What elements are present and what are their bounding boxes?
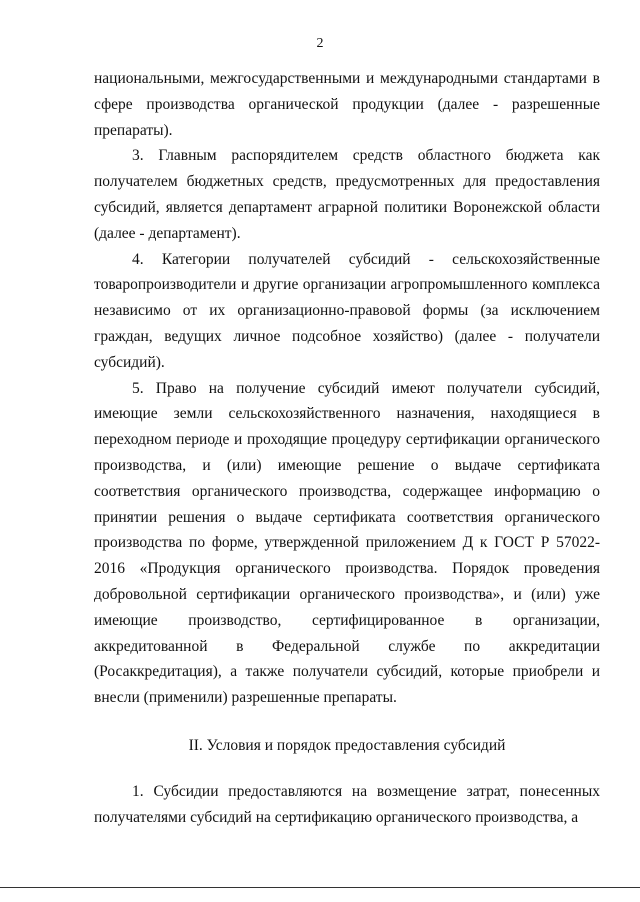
section-paragraph-item-1: 1. Субсидии предоставляются на возмещение затрат, понесенных получателями субсидий на сертификацию органического производства, а <box>94 782 600 826</box>
paragraph-item-5: 5. Право на получение субсидий имеют получатели субсидий, имеющие земли сельскохозяйственного назначения, находящиеся в переходном периоде и проходящие процедуру сертификации органического производства, и (или) имеющие решение о выдаче сертификата соответствия органического производства, содержащее информацию о принятии решения о выдаче сертификата соответствия органического производства по форме, утвержденной приложением Д к ГОСТ Р 57022-2016 «Продукция органического производства. Порядок проведения добровольной сертификации органического производства», и (или) уже имеющие производство, сертифицированное в организации, аккредитованной в Федеральной службе по аккредитации (Росаккредитация), а также получатели субсидий, которые приобрели и внесли (применили) разрешенные препараты. <box>94 379 600 707</box>
section-heading: II. Условия и порядок предоставления субсидий <box>188 736 506 754</box>
page-bottom-border <box>0 887 640 888</box>
paragraph-continuation: национальными, межгосударственными и международными стандартами в сфере производства органической продукции (далее - разрешенные препараты). <box>94 70 600 139</box>
paragraph-item-3: 3. Главным распорядителем средств областного бюджета как получателем бюджетных средств, предусмотренных для предоставления субсидий, является департамент аграрной политики Воронежской области (далее - департамент). <box>94 147 600 242</box>
page-number: 2 <box>316 36 324 51</box>
document-body <box>94 66 600 830</box>
paragraph-item-4: 4. Категории получателей субсидий - сельскохозяйственные товаропроизводители и другие организации агропромышленного комплекса независимо от их организационно-правовой формы (за исключением граждан, ведущих личное подсобное хозяйство) (далее - получатели субсидий). <box>94 250 600 371</box>
